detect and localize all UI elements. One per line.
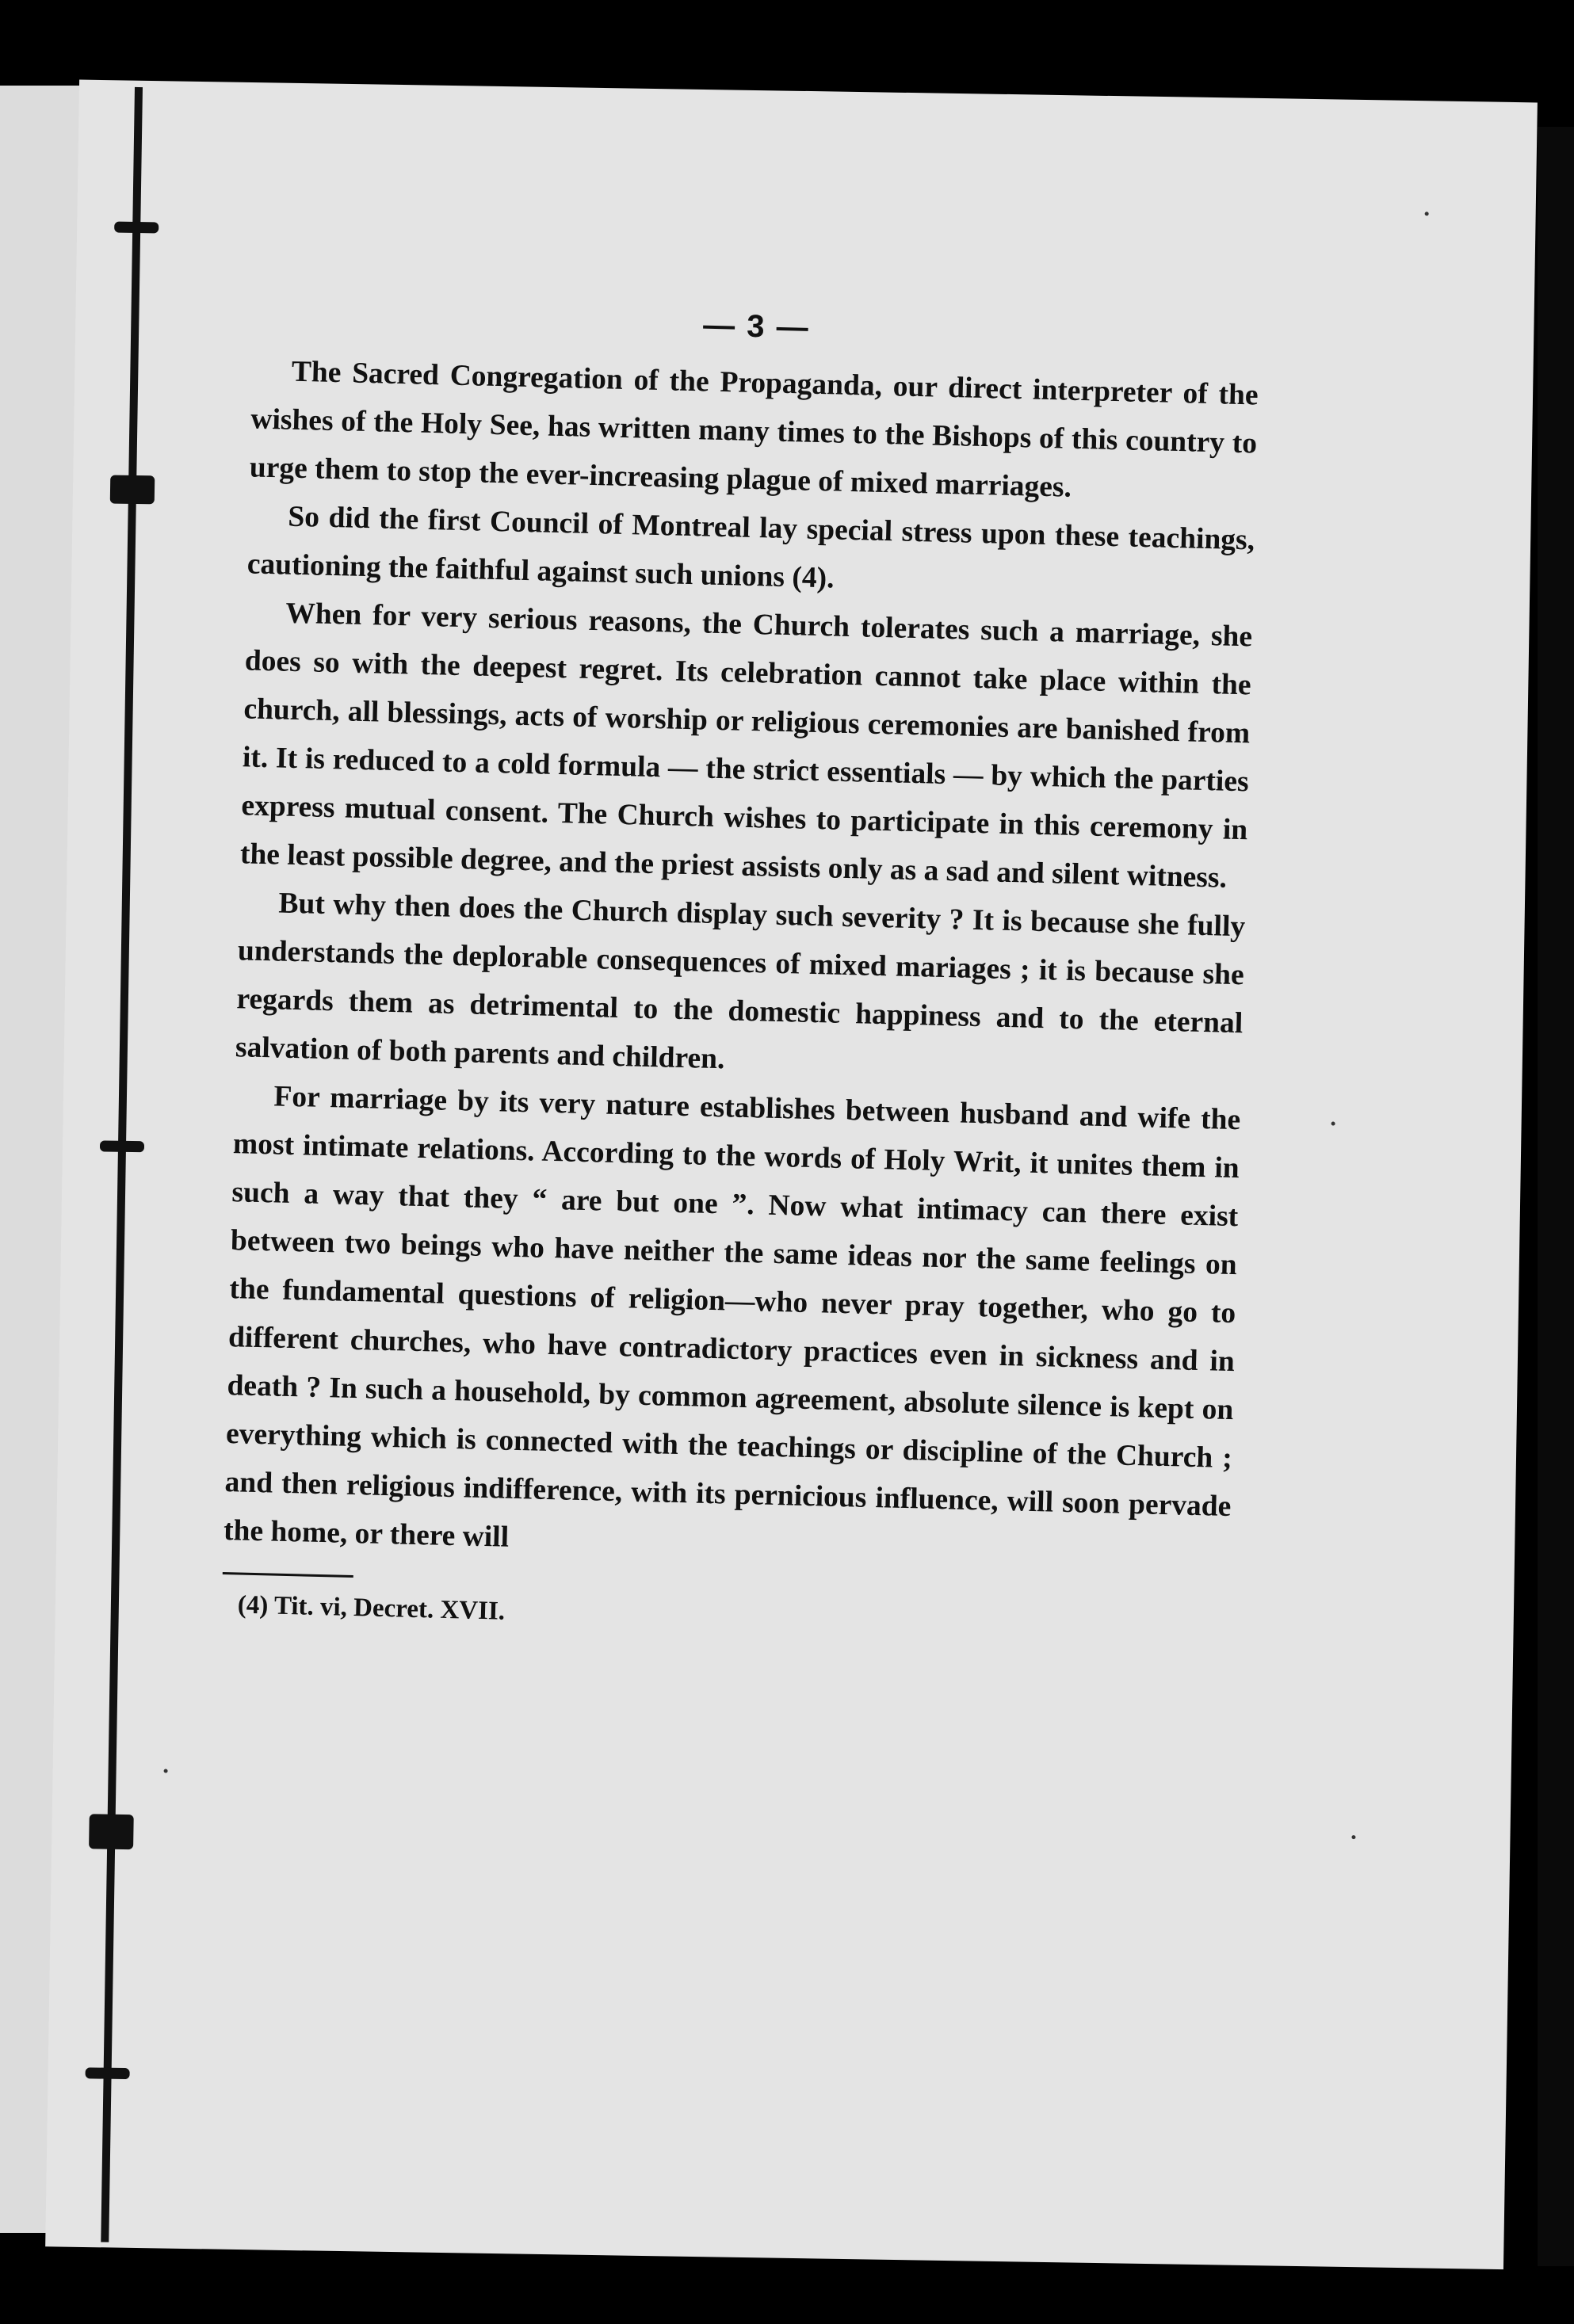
- paper-speck: [1331, 1122, 1335, 1126]
- paragraph-4: But why then does the Church display such severity ? It is because she fully understands the deplorable consequences of mixed mariages ; it is because she regards them as detrimental to the domestic happiness and to the eternal salvation of both parents and children.: [235, 887, 1246, 1076]
- binding-stitch: [114, 222, 159, 234]
- paper-speck: [1425, 212, 1429, 216]
- binding-stitch: [110, 475, 155, 504]
- paragraph-3: When for very serious reasons, the Church tolerates such a marriage, she does so with the deepest regret. Its celebration cannot take place within the church, all blessings, acts of worship or religious ceremonies are banished from it. It is reduced to a cold formula — the strict essentials — by which the parties express mutual consent. The Church wishes to participate in this ceremony in the least possible degree, and the priest assists only as a sad and silent witness.: [239, 597, 1253, 895]
- page-content: [212, 296, 1260, 2047]
- binding-stitch: [89, 1814, 134, 1849]
- paragraph-1: The Sacred Congregation of the Propaganda, our direct interpreter of the wishes of the Holy See, has written many times to the Bishops of this country to urge them to stop the ever-increasing plague of mixed marriages.: [249, 355, 1259, 504]
- page-edge-shadow: [1538, 127, 1574, 2266]
- paragraph-2: So did the first Council of Montreal lay special stress upon these teachings, cautioning the faithful against such unions (4).: [246, 500, 1255, 595]
- binding-stitch: [86, 2067, 130, 2079]
- paper-speck: [1351, 1835, 1355, 1839]
- paragraph-5: For marriage by its very nature establishes between husband and wife the most intimate relations. According to the words of Holy Writ, it unites them in such a way that they “ are but one ”. Now what intimacy can there exist between two beings who have neither the same ideas nor the same feelings on the fundamental questions of religion—who never pray together, who go to different churches, who have contradictory practices even in sickness and in death ? In such a household, by common agreement, absolute silence is kept on everything which is connected with the teachings or discipline of the Church ; and then religious indifference, with its pernicious influence, will soon pervade the home, or there will: [223, 1080, 1241, 1554]
- footnote: (4) Tit. vi, Decret. XVII.: [237, 1590, 506, 1626]
- binding-stitch: [100, 1140, 144, 1152]
- footnote-separator: [223, 1572, 353, 1578]
- paper-speck: [164, 1769, 168, 1773]
- page-number: — 3 —: [702, 307, 811, 345]
